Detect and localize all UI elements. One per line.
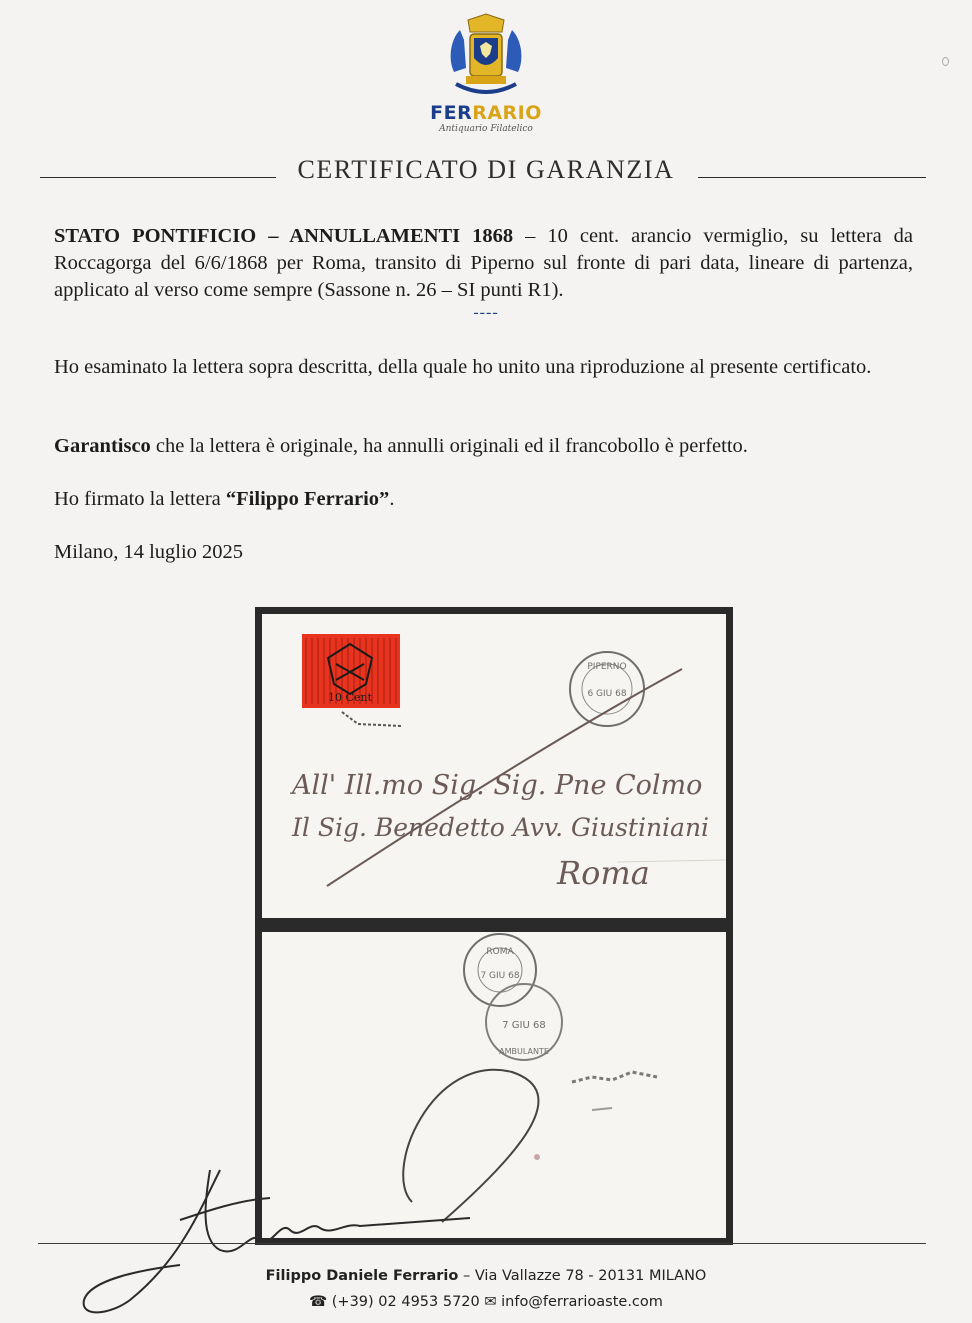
title-rule-right	[698, 177, 926, 178]
signed-statement: Ho firmato la lettera “Filippo Ferrario”.	[54, 488, 395, 510]
footer-phone: (+39) 02 4953 5720	[331, 1294, 480, 1310]
place-date: Milano, 14 luglio 2025	[54, 541, 244, 563]
address-line-2: Il Sig. Benedetto Avv. Giustiniani	[292, 813, 710, 842]
footer-rule	[38, 1243, 926, 1244]
footer-email: info@ferrarioaste.com	[501, 1294, 663, 1310]
phone-icon: ☎	[309, 1294, 328, 1310]
examination-statement: Ho esaminato la lettera sopra descritta, della quale ho unito una riproduzione al presente certificato.	[54, 356, 872, 378]
stamp-value: 10 Cent	[328, 691, 372, 704]
brand-name: FERRARIO	[430, 102, 542, 124]
piperno-postmark	[570, 652, 644, 726]
brand-tagline: Antiquario Filatelico	[439, 124, 533, 134]
roma-postmark-date: 7 GIU 68	[480, 971, 520, 981]
ambulante-postmark	[486, 984, 562, 1060]
roma-postmark	[464, 934, 536, 1006]
ferrario-crest-logo	[440, 10, 532, 100]
corner-mark	[942, 57, 949, 66]
letter-front-photo	[255, 607, 733, 925]
lot-description: STATO PONTIFICIO – ANNULLAMENTI 1868 – 10 cent. arancio vermiglio, su lettera da Roccagorga del 6/6/1868 per Roma, transito di Piperno sul fronte di pari data, lineare di partenza, applicato al verso come sempre (Sassone n. 26 – SI punti R1).	[54, 225, 913, 301]
description-separator: ----	[473, 304, 499, 321]
footer-address: Filippo Daniele Ferrario – Via Vallazze 78 - 20131 MILANO	[265, 1268, 707, 1284]
piperno-postmark-date: 6 GIU 68	[587, 689, 627, 699]
piperno-postmark-town: PIPERNO	[587, 662, 627, 672]
footer-contacts	[0, 1294, 972, 1310]
address-line-1: All' Ill.mo Sig. Sig. Pne Colmo	[292, 770, 703, 801]
roma-postmark-town: ROMA	[486, 947, 514, 957]
email-icon: ✉	[484, 1294, 497, 1310]
address-line-3: Roma	[557, 854, 650, 892]
guarantee-statement: Garantisco che la lettera è originale, ha annulli originali ed il francobollo è perfetto.	[54, 435, 748, 457]
ambulante-postmark-date: 7 GIU 68	[502, 1020, 546, 1031]
ambulante-postmark-label: AMBULANTE	[499, 1047, 549, 1056]
certificate-title: CERTIFICATO DI GARANZIA	[297, 155, 675, 184]
postage-stamp	[302, 634, 402, 726]
